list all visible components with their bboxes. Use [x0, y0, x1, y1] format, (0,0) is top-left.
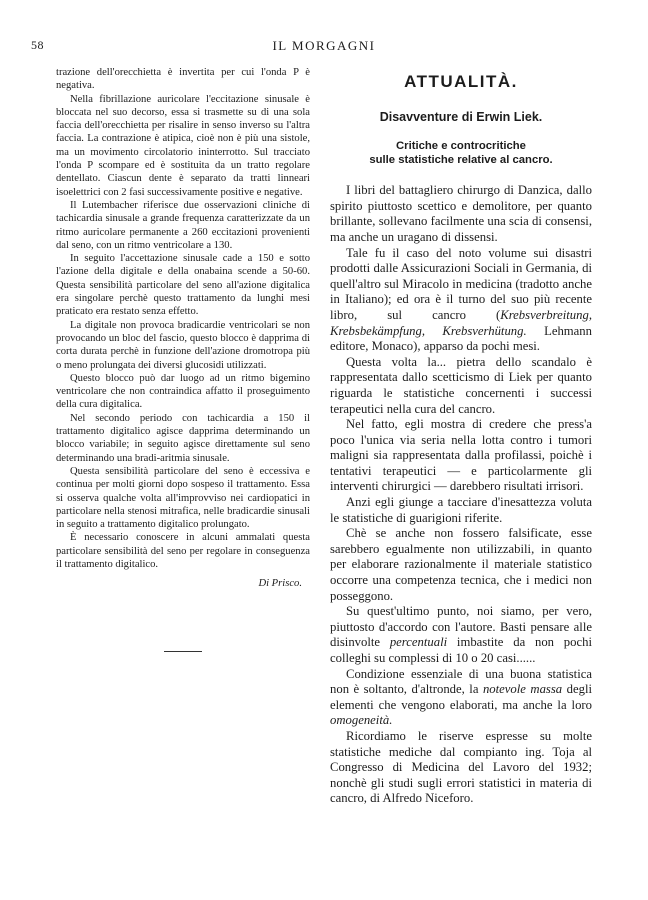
text-run: Lehmann editore, Monaco), apparso da pochi mesi.: [330, 323, 592, 354]
section-title: ATTUALITÀ.: [404, 72, 518, 91]
right-column: [330, 66, 592, 807]
paragraph: Nella fibrillazione auricolare l'eccitazione sinusale è bloccata nel suo decorso, essa si trasmette su di una sola faccia dell'orecchietta per risalire in senso inverso su l'altra faccia. La contrazione è atipica, cioè non è più una sistole, ma un movimento circolatorio ininterrotto. Sul tracciato l'onda P scompare ed è sostituita da un tratto regolare dentellato. Ciascun dente è separato da tratti linneari isoelettrici con 2 fasi successivamente positive e negative.: [56, 93, 310, 198]
emphasis: omogeneità.: [330, 713, 393, 728]
paragraph: Il Lutembacher riferisce due osservazioni cliniche di tachicardia sinusale a grande frequenza caratterizzate da un ritmo auricolare permanente a 260 eccitazioni provenienti dal seno, con un ritmo ventricolare a 130.: [56, 199, 310, 251]
paragraph: Nel secondo periodo con tachicardia a 150 il trattamento digitalico agisce dapprima determinando un blocco variabile; in seguito agisce direttamente sul seno determinando una bradi-aritmia sinusale.: [56, 412, 310, 464]
paragraph: In seguito l'accettazione sinusale cade a 150 e sotto l'azione della digitale e della onabaina scende a 50-60. Questa sensibilità particolare del seno all'azione digitalica era singolare perchè questo trattamento da lunghi mesi praticato era restato senza effetto.: [56, 253, 310, 318]
author-signature: Di Prisco.: [258, 578, 302, 590]
page-number: 58: [31, 38, 44, 52]
paragraph: I libri del battagliero chirurgo di Danzica, dallo spirito piuttosto scettico e demolitore, per quanto brillante, sollevano facilmente una scia di consensi, ma anche un uragano di dissensi.: [330, 183, 592, 244]
paragraph: trazione dell'orecchietta è invertita per cui l'onda P è negativa.: [56, 67, 310, 92]
paragraph: [330, 667, 592, 729]
left-column: [56, 66, 310, 652]
running-head: IL MORGAGNI: [272, 38, 376, 53]
paragraph: [330, 246, 592, 355]
paragraph: Questa volta la... pietra dello scandalo è rappresentata dallo scetticismo di Liek per quanto riguarda le statistiche concernenti i successi terapeutici nella cura del cancro.: [330, 354, 592, 416]
section-divider: [164, 651, 202, 652]
paragraph: [330, 604, 592, 666]
article-subtitle-line: Critiche e controcritiche: [396, 140, 526, 153]
paragraph: Questa sensibilità particolare del seno è eccessiva e continua per molti giorni dopo sospeso il trattamento. Essa si osserva qualche volta all'improvviso nei cardiopatici in particolare nella stenosi mitrafica, nelle bradicardie sinusali in seguito a trattamento digitalico prolungato.: [56, 465, 310, 531]
text-run: Condizione essenziale di una buona statistica non è soltanto, d'altronde, la: [330, 666, 592, 697]
article-subtitle: [330, 139, 592, 167]
paragraph: Questo blocco può dar luogo ad un ritmo bigemino ventricolare che non contraindica affatto il proseguimento della cura digitalica.: [56, 372, 310, 411]
emphasis: percentuali: [389, 635, 448, 650]
text-run: Tale fu il caso del noto volume sui disastri prodotti dalle Assicurazioni Sociali in Germania, di quell'altro sul Miracolo in medicina (tradotto anche in Italiano); ed ora è il turno del suo più recente libro, sul cancro (: [330, 245, 592, 322]
text-run: Su quest'ultimo punto, noi siamo, per vero, piuttosto d'accordo con l'autore. Basti pensare alle disinvolte: [330, 604, 592, 650]
paragraph: Nel fatto, egli mostra di credere che press'a poco l'unica via seria nella lotta contro i tumori maligni sia rappresentata dalla profilassi, poichè i tentativi terapeutici — e particolarmente gli interventi chirurgici — darebbero risultati irrisori.: [330, 417, 592, 494]
article-subtitle-line: sulle statistiche relative al cancro.: [369, 154, 553, 167]
paragraph: Anzi egli giunge a tacciare d'inesattezza voluta le statistiche di guarigioni riferite.: [330, 495, 592, 525]
book-title: Krebsverbreitung, Krebsbekämpfung, Krebsverhütung.: [330, 307, 592, 338]
paragraph: Ricordiamo le riserve espresse su molte statistiche mediche dal compianto ing. Toja al Congresso di Medicina del Lavoro del 1932; nonchè gli studi sugli errori statistici in materia di cancro, di Alfredo Niceforo.: [330, 728, 592, 806]
text-run: degli elementi che vengono elaborati, ma anche la loro: [330, 682, 592, 712]
article-title: Disavventure di Erwin Liek.: [379, 109, 543, 124]
emphasis: notevole massa: [482, 682, 563, 697]
paragraph: La digitale non provoca bradicardie ventricolari se non provocando un bloc del fascio, questo blocco è dapprima di corta durata perchè in funzione dell'azione dromotropa più o meno prolungata dei diversi glucosidi utilizzati.: [56, 319, 310, 371]
paragraph: È necessario conoscere in alcuni ammalati questa particolare sensibilità del seno per regolare in conseguenza il trattamento digitalico.: [56, 532, 310, 570]
text-run: imbastite da non pochi colleghi su complessi di 10 o 20 casi......: [330, 635, 592, 665]
paragraph: Chè se anche non fossero falsificate, esse sarebbero egualmente non utilizzabili, in quanto per elaborare razionalmente il materiale statistico occorre una competenza tecnica, che i medici non posseggono.: [330, 526, 592, 603]
